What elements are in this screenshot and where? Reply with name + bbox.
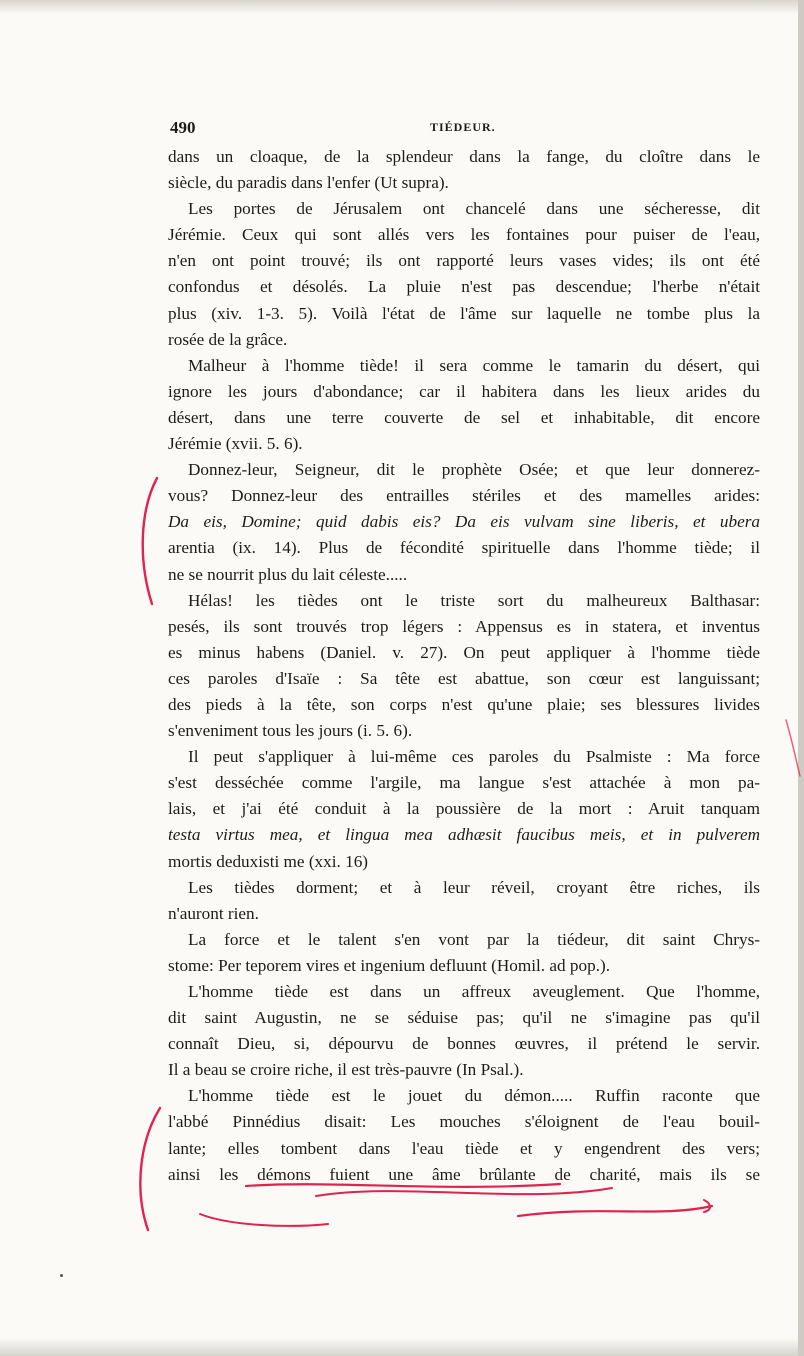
text-line: Jérémie (xvii. 5. 6). — [168, 434, 303, 454]
underline-stroke — [200, 1214, 328, 1226]
page-number: 490 — [170, 118, 196, 137]
text-line: Les tièdes dorment; et à leur réveil, croyant être riches, ils — [188, 877, 760, 897]
paragraph — [168, 353, 760, 457]
text-line: stome: Per teporem vires et ingenium defluunt (Homil. ad pop.). — [168, 955, 611, 975]
underline-stroke — [316, 1188, 612, 1196]
text-line: s'est desséchée comme l'argile, ma langue s'est attachée à mon pa- — [168, 773, 760, 793]
text-line: vous? Donnez-leur des entrailles stériles et des mamelles arides: — [168, 486, 760, 506]
text-line: pesés, ils sont trouvés trop légers : Appensus es in statera, et inventus — [168, 616, 760, 636]
text-line: Il peut s'appliquer à lui-même ces paroles du Psalmiste : Ma force — [188, 747, 760, 767]
text-line: L'homme tiède est dans un affreux aveuglement. Que l'homme, — [188, 982, 760, 1001]
text-line: n'en ont point trouvé; ils ont rapporté leurs vases vides; ils ont été — [168, 251, 760, 271]
text-line: Malheur à l'homme tiède! il sera comme le tamarin du désert, qui — [188, 355, 760, 375]
paragraph — [168, 979, 760, 1083]
text-line: ignore les jours d'abondance; car il habitera dans les lieux arides du — [168, 381, 760, 401]
paragraph — [168, 588, 760, 745]
page-header — [170, 118, 760, 140]
paragraph — [168, 875, 760, 927]
text-line: dans un cloaque, de la splendeur dans la fange, du cloître dans le — [168, 147, 760, 166]
text-line: Donnez-leur, Seigneur, dit le prophète Osée; et que leur donnerez- — [188, 460, 760, 480]
underline-stroke — [704, 1200, 710, 1212]
underline-stroke — [518, 1206, 712, 1216]
text-line: Hélas! les tièdes ont le triste sort du malheureux Balthasar: — [188, 590, 760, 610]
text-line: Les portes de Jérusalem ont chancelé dans une sécheresse, dit — [188, 199, 760, 219]
margin-bracket-upper — [143, 478, 157, 604]
text-line: Jérémie. Ceux qui sont allés vers les fontaines pour puiser de l'eau, — [168, 225, 760, 245]
text-line: l'abbé Pinnédius disait: Les mouches s'éloignent de l'eau bouil- — [168, 1112, 760, 1132]
paragraph — [168, 927, 760, 979]
text-line: ainsi les démons fuient une âme brûlante de charité, mais ils se — [168, 1164, 760, 1184]
text-line: es minus habens (Daniel. v. 27). On peut appliquer à l'homme tiède — [168, 642, 760, 662]
text-line: lais, et j'ai été conduit à la poussière de la mort : Aruit tanquam — [168, 799, 760, 819]
text-line: siècle, du paradis dans l'enfer (Ut supra). — [168, 173, 449, 193]
text-line: Il a beau se croire riche, il est très-pauvre (In Psal.). — [168, 1060, 524, 1080]
text-line: désert, dans une terre couverte de sel et inhabitable, dit encore — [168, 407, 760, 427]
text-line: rosée de la grâce. — [168, 329, 288, 349]
text-line: dit saint Augustin, ne se séduise pas; qu'il ne s'imagine pas qu'il — [168, 1008, 760, 1028]
page-top-edge — [0, 0, 804, 14]
text-line: des pieds à la tête, son corps n'est qu'une plaie; ses blessures livides — [168, 694, 760, 714]
text-line: arentia (ix. 14). Plus de fécondité spirituelle dans l'homme tiède; il — [168, 538, 760, 558]
ink-speck — [60, 1274, 63, 1277]
text-line: confondus et désolés. La pluie n'est pas descendue; l'herbe n'était — [168, 277, 760, 297]
paragraph — [168, 744, 760, 874]
page-bottom-edge — [0, 1338, 804, 1356]
text-line: n'auront rien. — [168, 903, 259, 923]
running-title: TIÉDEUR. — [430, 120, 496, 134]
text-line: lante; elles tombent dans l'eau tiède et y engendrent des vers; — [168, 1138, 760, 1158]
text-line: L'homme tiède est le jouet du démon..... Ruffin raconte que — [188, 1086, 760, 1106]
paragraph — [168, 1083, 760, 1187]
text-line: plus (xiv. 1-3. 5). Voilà l'état de l'âme sur laquelle ne tombe plus la — [168, 303, 760, 323]
body-text — [168, 144, 760, 1188]
text-line: Da eis, Domine; quid dabis eis? Da eis vulvam sine liberis, et ubera — [168, 512, 760, 532]
text-line: ne se nourrit plus du lait céleste..... — [168, 564, 408, 584]
paragraph — [168, 196, 760, 353]
text-line: mortis deduxisti me (xxi. 16) — [168, 851, 369, 871]
page-right-edge — [798, 0, 804, 1356]
text-line: ces paroles d'Isaïe : Sa tête est abattue, son cœur est languissant; — [168, 668, 760, 688]
paragraph — [168, 457, 760, 587]
text-line: testa virtus mea, et lingua mea adhæsit faucibus meis, et in pulverem — [168, 825, 760, 845]
text-line: La force et le talent s'en vont par la tiédeur, dit saint Chrys- — [188, 929, 760, 949]
text-line: connaît Dieu, si, dépourvu de bonnes œuvres, il prétend le servir. — [168, 1034, 760, 1054]
text-line: s'enveniment tous les jours (i. 5. 6). — [168, 721, 413, 741]
margin-bracket-lower — [140, 1108, 160, 1230]
paragraph — [168, 144, 760, 196]
